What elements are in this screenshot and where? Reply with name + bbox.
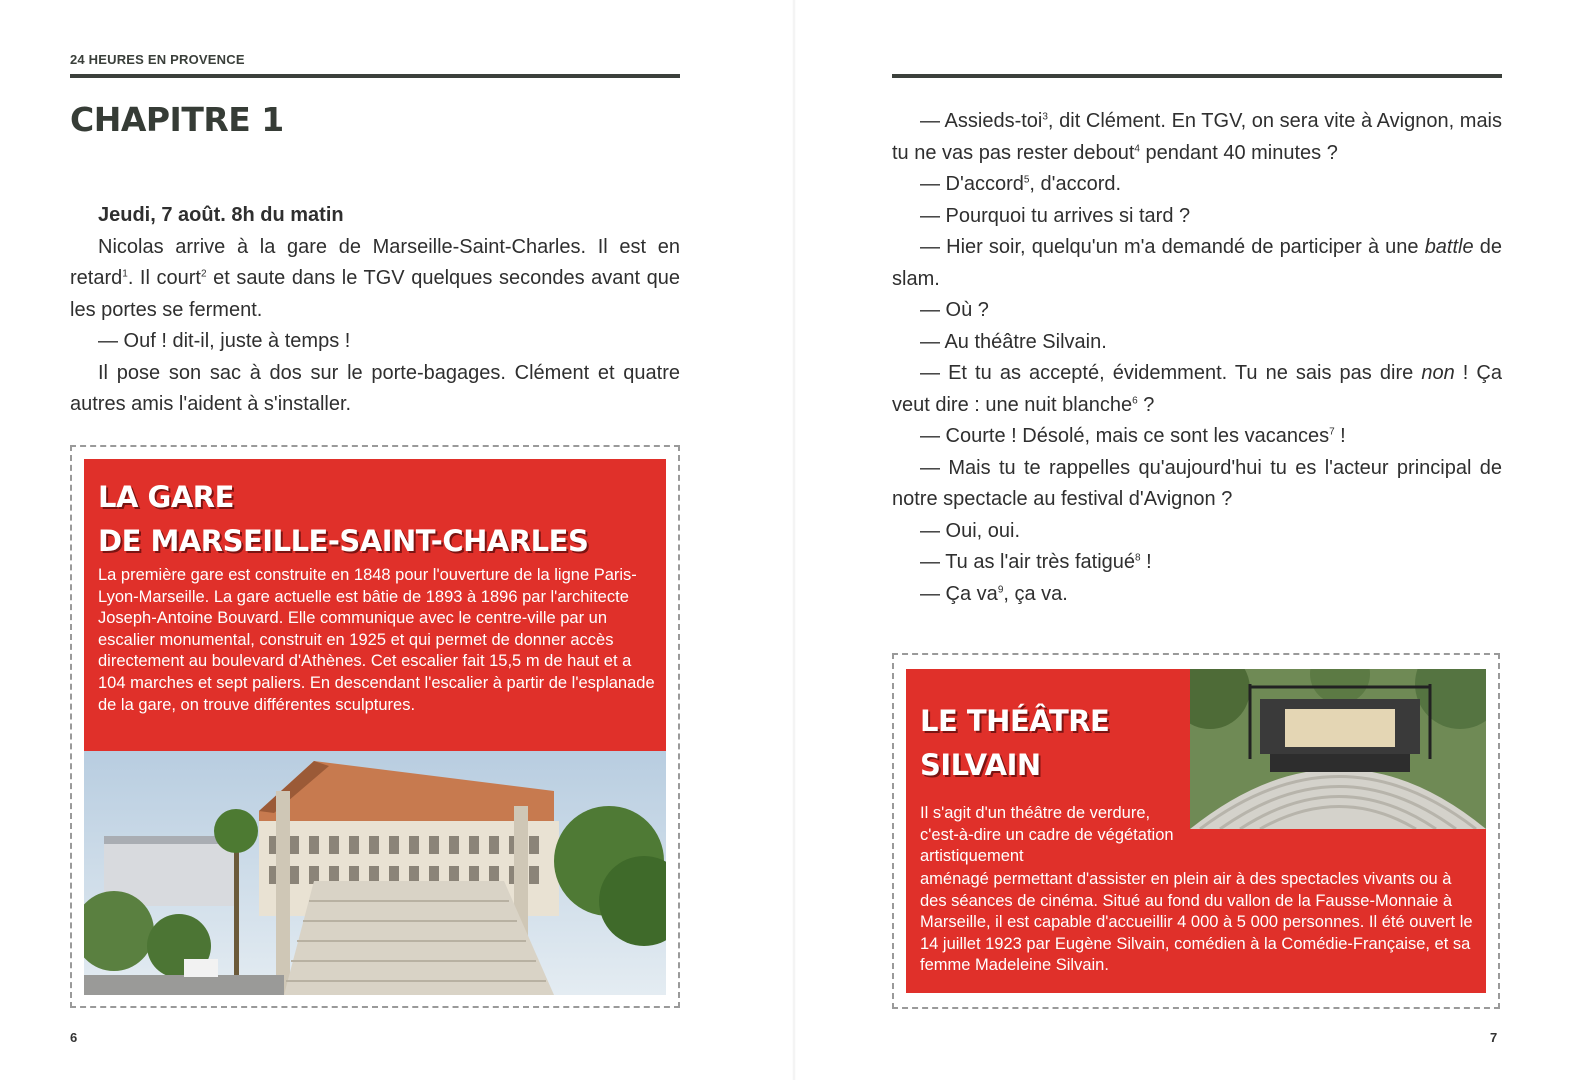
theatre-illustration <box>1190 669 1486 829</box>
dialogue-line: — Où ? <box>920 299 989 321</box>
footnote-ref: 4 <box>1134 142 1140 154</box>
header-rule <box>892 74 1502 78</box>
running-head: 24 HEURES EN PROVENCE <box>70 52 245 67</box>
dialogue-line: — Oui, oui. <box>920 519 1021 542</box>
title-line: SILVAIN <box>920 748 1041 782</box>
footnote-ref: 5 <box>1023 174 1030 186</box>
footnote-ref: 1 <box>122 268 128 280</box>
text-span: ? <box>1137 393 1155 416</box>
paragraph <box>70 232 680 327</box>
info-box-body: Il s'agit d'un théâtre de verdure, c'est-à-dire un cadre de végétation artistiquement <box>920 804 1174 866</box>
dialogue-line <box>892 232 1502 295</box>
info-box-title <box>920 699 1170 787</box>
header-rule <box>70 74 680 78</box>
info-box-title <box>98 475 658 563</box>
italic-word: non <box>1421 362 1455 384</box>
dialogue-line <box>892 106 1502 169</box>
left-page <box>0 0 794 1080</box>
text-span: — Assieds-toi <box>920 110 1043 132</box>
paragraph: Il pose son sac à dos sur le porte-bagages. Clément et quatre autres amis l'aident à s'installer. <box>70 361 680 415</box>
dialogue-line: — Pourquoi tu arrives si tard ? <box>920 204 1191 227</box>
text-span: — Ça va <box>920 582 998 605</box>
right-page <box>794 0 1589 1080</box>
dialogue-text <box>892 106 1502 610</box>
text-span: ! <box>1140 551 1152 573</box>
paragraph: — Ouf ! dit-il, juste à temps ! <box>98 330 351 352</box>
text-span: — Et tu as accepté, évidemment. Tu ne sais pas dire <box>920 362 1422 384</box>
text-span: , dit Clément. En TGV, on sera vite à Avignon, mais tu ne vas pas rester debout <box>892 110 1503 164</box>
footnote-ref: 2 <box>200 268 207 280</box>
dialogue-line: — Au théâtre Silvain. <box>920 330 1107 353</box>
dialogue-line: — Mais tu te rappelles qu'aujourd'hui tu es l'acteur principal de notre spectacle au festival d'Avignon ? <box>892 456 1502 510</box>
date-line: Jeudi, 7 août. 8h du matin <box>98 204 344 226</box>
dialogue-line <box>892 579 1502 611</box>
info-box-panel <box>84 459 666 751</box>
text-span: de slam. <box>892 236 1502 290</box>
footnote-ref: 7 <box>1329 426 1335 438</box>
footnote-ref: 3 <box>1042 111 1048 123</box>
text-span: Nicolas arrive à la gare de Marseille-Saint-Charles. Il est en retard <box>70 235 680 289</box>
chapter-title: CHAPITRE 1 <box>70 100 284 139</box>
italic-word: battle <box>1424 236 1474 258</box>
theatre-photo <box>1190 669 1486 829</box>
footnote-ref: 8 <box>1135 552 1141 564</box>
text-span: . Il court <box>127 267 201 289</box>
dialogue-line <box>892 169 1502 201</box>
footnote-ref: 6 <box>1132 394 1138 406</box>
text-span: pendant 40 minutes ? <box>1139 141 1338 164</box>
info-box-body: La première gare est construite en 1848 pour l'ouverture de la ligne Paris-Lyon-Marseille. La gare actuelle est bâtie de 1893 à 1896 par l'architecte Joseph-Antoine Bouvard. Elle communique avec le centre-ville par un escalier monumental, construit en 1925 et qui permet de donner accès directement au boulevard d'Athènes. Cet escalier fait 15,5 m de haut et a 104 marches et sept paliers. En descendant l'escalier à partir de l'esplanade de la gare, on trouve différentes sculptures. <box>98 566 655 714</box>
title-line: LA GARE <box>98 480 234 514</box>
station-photo <box>84 751 666 995</box>
station-illustration <box>84 751 666 995</box>
info-box-body: aménagé permettant d'assister en plein air à des spectacles vivants ou à des séances de cinéma. Situé au fond du vallon de la Fausse-Monnaie à Marseille, il est capable d'accueillir 4 000 à 5 000 personnes. Il été ouvert le 14 juillet 1923 par Eugène Silvain, comédien à la Comédie-Française, et sa femme Madeleine Silvain. <box>920 870 1473 975</box>
text-span: — D'accord <box>920 173 1024 195</box>
page-number: 6 <box>70 1030 78 1045</box>
dialogue-line <box>892 547 1502 579</box>
title-line: DE MARSEILLE-SAINT-CHARLES <box>98 524 589 558</box>
page-number: 7 <box>1490 1030 1498 1045</box>
text-span: — Tu as l'air très fatigué <box>920 551 1136 573</box>
text-span: — Hier soir, quelqu'un m'a demandé de participer à une <box>920 236 1425 258</box>
info-box-gare <box>70 445 680 1008</box>
text-span: et saute dans le TGV quelques secondes avant que les portes se ferment. <box>70 267 680 321</box>
info-box-theatre <box>892 653 1500 1009</box>
text-span: ! Ça veut dire : une nuit blanche <box>892 362 1502 416</box>
dialogue-line <box>892 358 1502 421</box>
dialogue-line <box>892 421 1502 453</box>
text-span: , d'accord. <box>1029 173 1122 195</box>
text-span: — Courte ! Désolé, mais ce sont les vacances <box>920 425 1330 447</box>
text-span: , ça va. <box>1003 582 1068 605</box>
title-line: LE THÉÂTRE <box>920 704 1110 738</box>
footnote-ref: 9 <box>997 583 1004 595</box>
narrative-text <box>70 200 680 421</box>
text-span: ! <box>1334 425 1346 447</box>
